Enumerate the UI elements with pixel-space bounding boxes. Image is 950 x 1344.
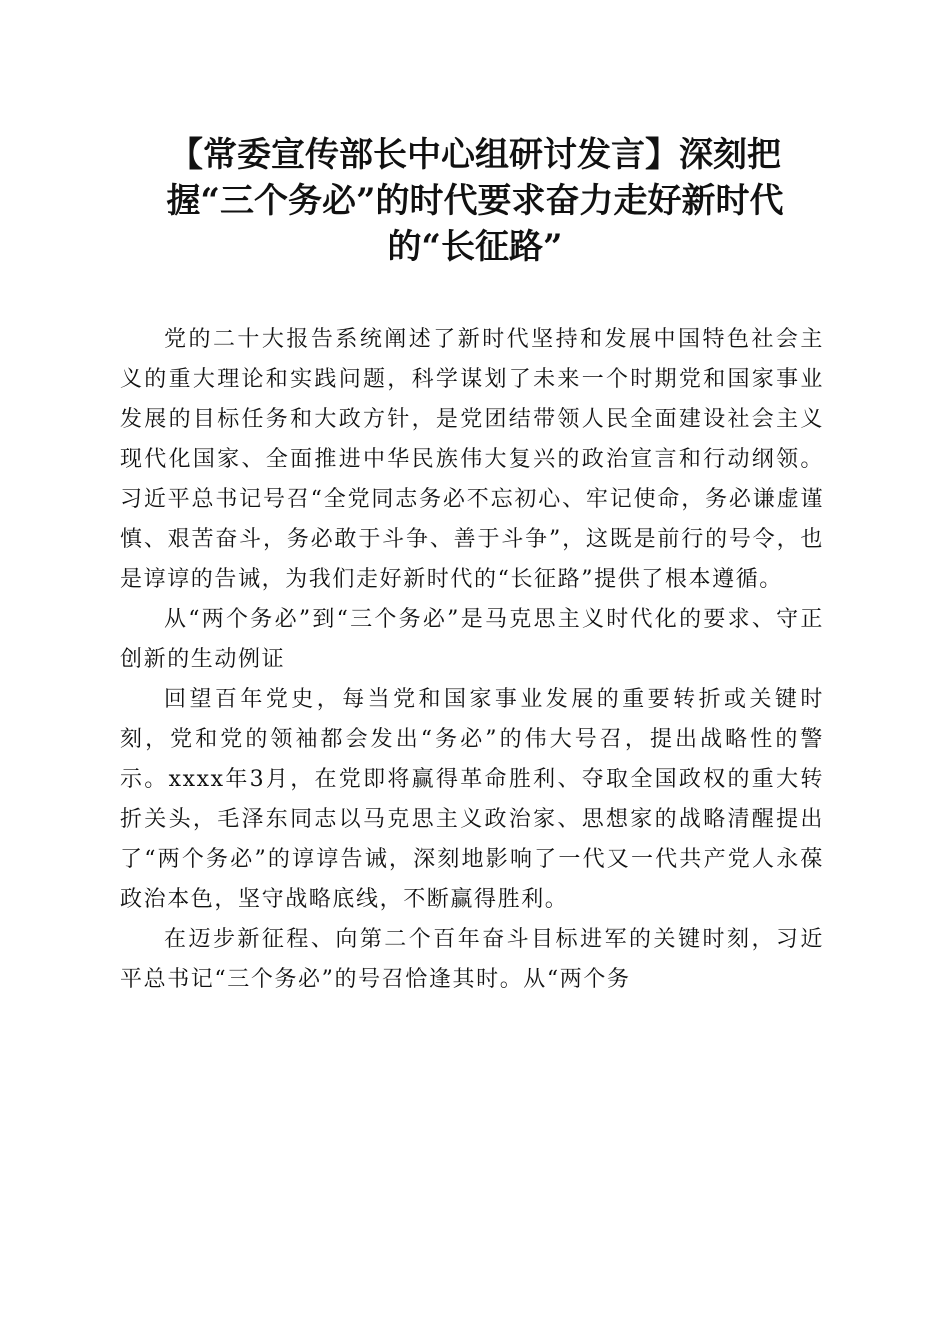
document-title bbox=[120, 132, 830, 270]
paragraph-history: 回望百年党史，每当党和国家事业发展的重要转折或关键时刻，党和党的领袖都会发出“务必”的伟大号召，提出战略性的警示。xxxx年3月，在党即将赢得革命胜利、夺取全国政权的重大转折关头，毛泽东同志以马克思主义政治家、思想家的战略清醒提出了“两个务必”的谆谆告诫，深刻地影响了一代又一代共产党人永葆政治本色，坚守战略底线，不断赢得胜利。 bbox=[120, 687, 824, 912]
title-line-1: 【常委宣传部长中心组研讨发言】深刻把 bbox=[169, 135, 781, 175]
paragraph-new-journey: 在迈步新征程、向第二个百年奋斗目标进军的关键时刻，习近平总书记“三个务必”的号召恰逢其时。从“两个务 bbox=[120, 927, 824, 992]
title-line-2: 握“三个务必”的时代要求奋力走好新时代 bbox=[166, 181, 784, 221]
paragraph-section-heading: 从“两个务必”到“三个务必”是马克思主义时代化的要求、守正创新的生动例证 bbox=[120, 607, 824, 672]
title-line-3: 的“长征路” bbox=[387, 227, 563, 267]
paragraph-intro: 党的二十大报告系统阐述了新时代坚持和发展中国特色社会主义的重大理论和实践问题，科学谋划了未来一个时期党和国家事业发展的目标任务和大政方针，是党团结带领人民全面建设社会主义现代化国家、全面推进中华民族伟大复兴的政治宣言和行动纲领。习近平总书记号召“全党同志务必不忘初心、牢记使命，务必谦虚谨慎、艰苦奋斗，务必敢于斗争、善于斗争”，这既是前行的号令，也是谆谆的告诫，为我们走好新时代的“长征路”提供了根本遵循。 bbox=[120, 327, 824, 592]
document-body bbox=[120, 320, 824, 1000]
